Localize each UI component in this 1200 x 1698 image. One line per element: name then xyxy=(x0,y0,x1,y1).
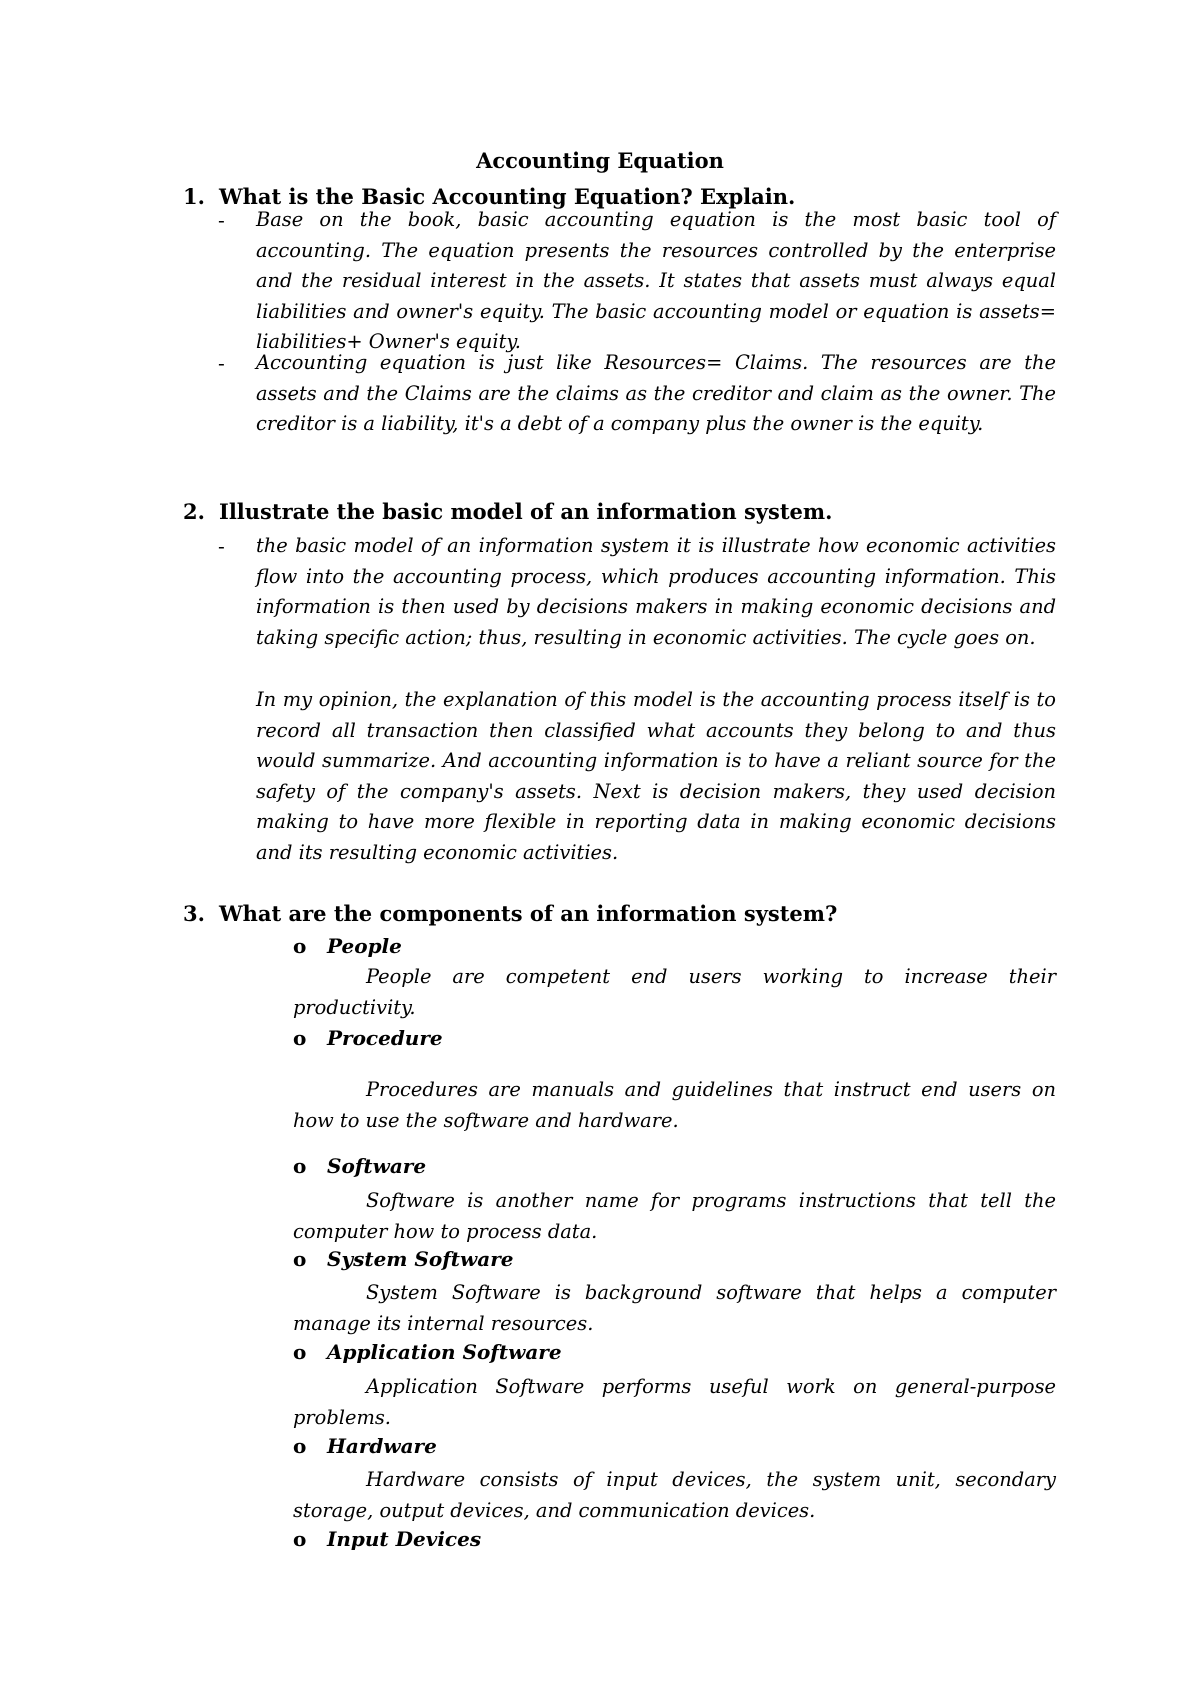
component-description: Application Software performs useful work on general-purpose problems. xyxy=(293,1375,1056,1429)
question-text: What are the components of an information system? xyxy=(219,901,838,926)
component-description: Procedures are manuals and guidelines that instruct end users on how to use the software and hardware. xyxy=(293,1078,1056,1132)
answer-paragraph: Base on the book, basic accounting equation is the most basic tool of accounting. The equation presents the resources controlled by the enterprise and the residual interest in the assets. It states that assets must always equal liabilities and owner's equity. The basic accounting model or equation is assets= liabilities+ Owner's equity. xyxy=(256,208,1056,354)
component-name: Input Devices xyxy=(327,1527,482,1551)
component-item xyxy=(293,1245,513,1273)
opinion-paragraph: In my opinion, the explanation of this model is the accounting process itself is to record all transaction then classified what accounts they belong to and thus would summarize. And accounting information is to have a reliant source for the safety of the company's assets. Next is decision makers, they used decision making to have more flexible in reporting data in making economic decisions and its resulting economic activities. xyxy=(256,688,1056,864)
component-name: Software xyxy=(327,1154,427,1178)
component-description: System Software is background software that helps a computer manage its internal resources. xyxy=(293,1281,1056,1335)
question-number: 2. xyxy=(183,499,205,524)
circle-bullet-icon: o xyxy=(293,934,307,958)
answer-paragraph: Accounting equation is just like Resources= Claims. The resources are the assets and the Claims are the claims as the creditor and claim as the owner. The creditor is a liability, it's a debt of a company plus the owner is the equity. xyxy=(256,351,1056,436)
question-3 xyxy=(183,900,837,928)
component-item xyxy=(293,932,402,960)
component-name: Hardware xyxy=(327,1434,437,1458)
component-item xyxy=(293,1525,481,1553)
component-name: Application Software xyxy=(327,1340,562,1364)
question-2 xyxy=(183,498,832,526)
component-name: Procedure xyxy=(327,1026,443,1050)
answer-paragraph: the basic model of an information system it is illustrate how economic activities flow into the accounting process, which produces accounting information. This information is then used by decisions makers in making economic decisions and taking specific action; thus, resulting in economic activities. The cycle goes on. xyxy=(256,534,1056,649)
dash-bullet: - xyxy=(218,208,225,232)
circle-bullet-icon: o xyxy=(293,1247,307,1271)
component-item xyxy=(293,1152,426,1180)
dash-bullet: - xyxy=(218,351,225,375)
component-item xyxy=(293,1432,437,1460)
component-description: People are competent end users working to increase their productivity. xyxy=(293,965,1056,1019)
circle-bullet-icon: o xyxy=(293,1434,307,1458)
circle-bullet-icon: o xyxy=(293,1527,307,1551)
circle-bullet-icon: o xyxy=(293,1340,307,1364)
question-text: What is the Basic Accounting Equation? Explain. xyxy=(219,184,796,209)
component-name: People xyxy=(327,934,402,958)
circle-bullet-icon: o xyxy=(293,1026,307,1050)
component-name: System Software xyxy=(327,1247,514,1271)
question-number: 1. xyxy=(183,184,205,209)
dash-bullet: - xyxy=(218,534,225,558)
question-text: Illustrate the basic model of an information system. xyxy=(219,499,833,524)
component-item xyxy=(293,1338,562,1366)
question-number: 3. xyxy=(183,901,205,926)
circle-bullet-icon: o xyxy=(293,1154,307,1178)
component-description: Software is another name for programs instructions that tell the computer how to process data. xyxy=(293,1189,1056,1243)
component-item xyxy=(293,1024,443,1052)
component-description: Hardware consists of input devices, the system unit, secondary storage, output devices, and communication devices. xyxy=(293,1468,1056,1522)
document-title: Accounting Equation xyxy=(476,148,724,173)
